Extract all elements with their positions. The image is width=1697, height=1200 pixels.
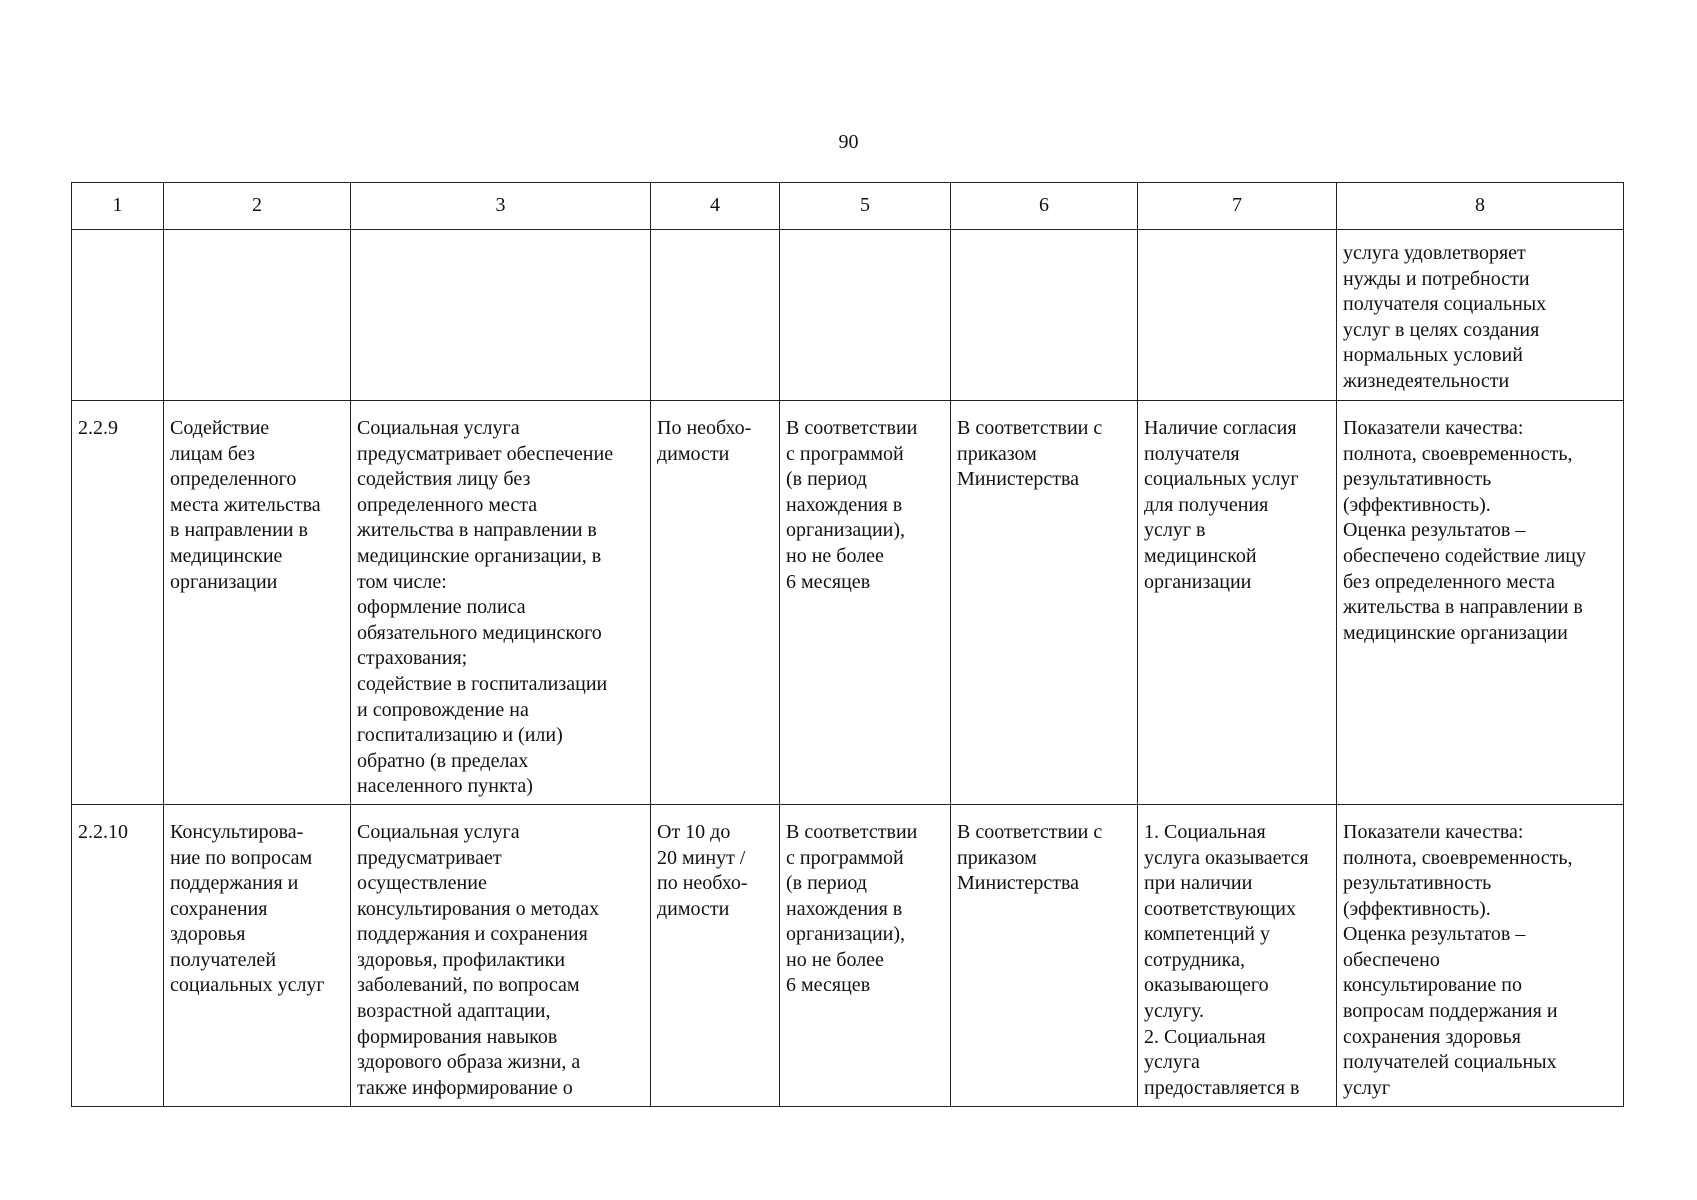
service-name-cell: Содействие лицам без определенного места жительства в направлении в медицинские организации: [164, 401, 351, 805]
table-cell: [951, 230, 1138, 401]
service-number-cell: 2.2.9: [72, 401, 164, 805]
service-cost-cell: В соответствии с приказом Министерства: [951, 401, 1138, 805]
column-number: 4: [651, 183, 780, 230]
column-number: 3: [351, 183, 651, 230]
service-description-cell: Социальная услуга предусматривает обеспечение содействия лицу без определенного места жительства в направлении в медицинские организации, в том числе: оформление полиса обязательного медицинского страхования; содействие в госпитализации и сопровождение на госпитализацию и (или) обратно (в пределах населенного пункта): [351, 401, 651, 805]
column-number: 8: [1337, 183, 1624, 230]
table-cell: [351, 230, 651, 401]
column-number: 7: [1138, 183, 1337, 230]
column-number: 2: [164, 183, 351, 230]
page-number: 90: [838, 131, 859, 153]
table-cell: [780, 230, 951, 401]
service-conditions-cell: Наличие согласия получателя социальных услуг для получения услуг в медицинской организации: [1138, 401, 1337, 805]
service-name-cell: Консультирова- ние по вопросам поддержания и сохранения здоровья получателей социальных услуг: [164, 804, 351, 1106]
services-table: [71, 182, 1624, 1107]
service-description-cell: Социальная услуга предусматривает осуществление консультирования о методах поддержания и сохранения здоровья, профилактики заболеваний, по вопросам возрастной адаптации, формирования навыков здорового образа жизни, а также информирование о: [351, 804, 651, 1106]
service-duration-cell: В соответствии с программой (в период нахождения в организации), но не более 6 месяцев: [780, 804, 951, 1106]
service-number-cell: 2.2.10: [72, 804, 164, 1106]
quality-indicators-cell: Показатели качества: полнота, своевременность, результативность (эффективность). Оценка результатов – обеспечено содействие лицу без определенного места жительства в направлении в медицинские организации: [1337, 401, 1624, 805]
service-duration-cell: В соответствии с программой (в период нахождения в организации), но не более 6 месяцев: [780, 401, 951, 805]
service-frequency-cell: От 10 до 20 минут / по необхо- димости: [651, 804, 780, 1106]
service-conditions-cell: 1. Социальная услуга оказывается при наличии соответствующих компетенций у сотрудника, оказывающего услугу. 2. Социальная услуга предоставляется в: [1138, 804, 1337, 1106]
column-number: 1: [72, 183, 164, 230]
column-number: 5: [780, 183, 951, 230]
quality-indicators-cell: услуга удовлетворяет нужды и потребности получателя социальных услуг в целях создания нормальных условий жизнедеятельности: [1337, 230, 1624, 401]
table-row: [72, 804, 1624, 1106]
table-cell: [1138, 230, 1337, 401]
service-cost-cell: В соответствии с приказом Министерства: [951, 804, 1138, 1106]
table-cell: [164, 230, 351, 401]
table-cell: [72, 230, 164, 401]
table-cell: [651, 230, 780, 401]
quality-indicators-cell: Показатели качества: полнота, своевременность, результативность (эффективность). Оценка результатов – обеспечено консультирование по вопросам поддержания и сохранения здоровья получателей социальных услуг: [1337, 804, 1624, 1106]
service-frequency-cell: По необхо- димости: [651, 401, 780, 805]
column-number-row: [72, 183, 1624, 230]
table-row: [72, 401, 1624, 805]
column-number: 6: [951, 183, 1138, 230]
table-row-continuation: [72, 230, 1624, 401]
